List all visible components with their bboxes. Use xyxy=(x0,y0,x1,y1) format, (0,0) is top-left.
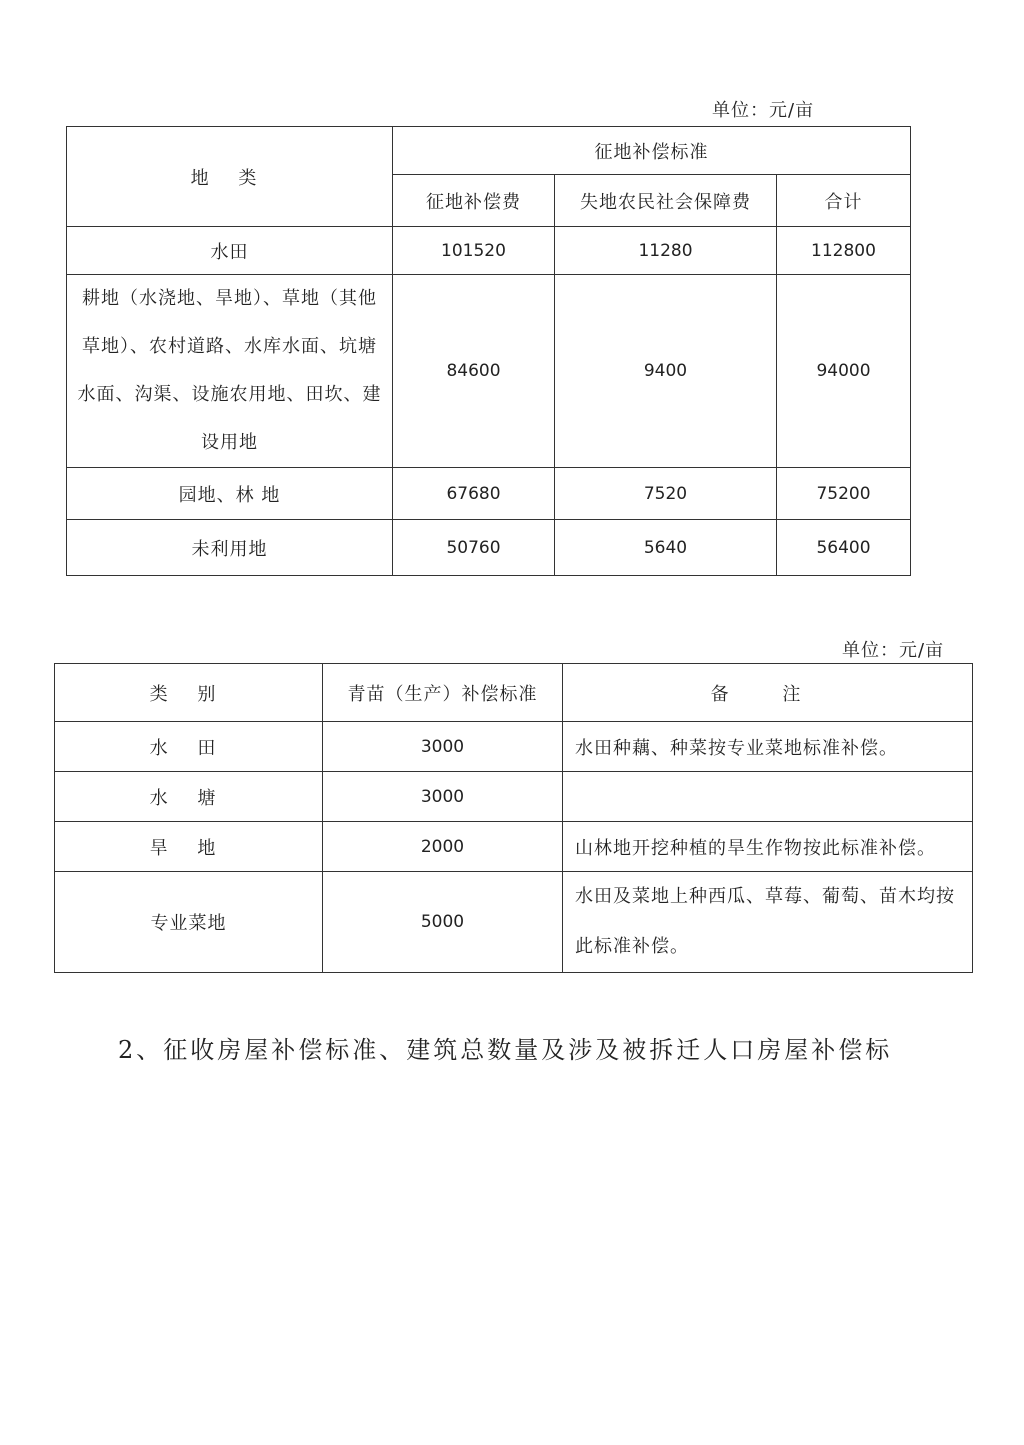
security-cell: 11280 xyxy=(555,227,777,275)
table-row xyxy=(55,722,973,772)
standard-cell: 2000 xyxy=(323,822,563,872)
header-compensation-standard: 征地补偿标准 xyxy=(393,127,911,175)
land-type-cell: 园地、林 地 xyxy=(67,468,393,520)
header-category: 类 别 xyxy=(55,664,323,722)
fee-cell: 101520 xyxy=(393,227,555,275)
total-cell: 112800 xyxy=(777,227,911,275)
header-col-security: 失地农民社会保障费 xyxy=(555,175,777,227)
category-cell: 旱 地 xyxy=(55,822,323,872)
table-row xyxy=(55,872,973,973)
total-cell: 94000 xyxy=(777,275,911,468)
table-row xyxy=(67,227,911,275)
total-cell: 75200 xyxy=(777,468,911,520)
unit-label-2: 单位：元/亩 xyxy=(842,640,945,661)
table-row xyxy=(67,520,911,576)
standard-cell: 5000 xyxy=(323,872,563,973)
note-cell: 山林地开挖种植的旱生作物按此标准补偿。 xyxy=(563,822,973,872)
table-row xyxy=(67,468,911,520)
land-compensation-table xyxy=(66,126,911,576)
header-note: 备 注 xyxy=(563,664,973,722)
unit-label-1: 单位：元/亩 xyxy=(712,100,815,121)
note-cell xyxy=(563,772,973,822)
standard-cell: 3000 xyxy=(323,772,563,822)
note-cell: 水田种藕、种菜按专业菜地标准补偿。 xyxy=(563,722,973,772)
crop-compensation-table xyxy=(54,663,973,973)
fee-cell: 67680 xyxy=(393,468,555,520)
security-cell: 5640 xyxy=(555,520,777,576)
standard-cell: 3000 xyxy=(323,722,563,772)
note-cell: 水田及菜地上种西瓜、草莓、葡萄、苗木均按此标准补偿。 xyxy=(563,872,973,973)
fee-cell: 50760 xyxy=(393,520,555,576)
category-cell: 水 田 xyxy=(55,722,323,772)
land-type-cell: 水田 xyxy=(67,227,393,275)
table-row xyxy=(67,275,911,468)
header-col-fee: 征地补偿费 xyxy=(393,175,555,227)
table-row xyxy=(55,772,973,822)
header-land-type: 地 类 xyxy=(67,127,393,227)
section-heading: 2、征收房屋补偿标准、建筑总数量及涉及被拆迁人口房屋补偿标 xyxy=(118,1036,893,1064)
land-type-cell: 未利用地 xyxy=(67,520,393,576)
category-cell: 专业菜地 xyxy=(55,872,323,973)
fee-cell: 84600 xyxy=(393,275,555,468)
total-cell: 56400 xyxy=(777,520,911,576)
table-row xyxy=(55,822,973,872)
header-col-total: 合计 xyxy=(777,175,911,227)
land-type-cell: 耕地（水浇地、旱地）、草地（其他草地）、农村道路、水库水面、坑塘水面、沟渠、设施农用地、田坎、建设用地 xyxy=(67,275,393,468)
security-cell: 7520 xyxy=(555,468,777,520)
security-cell: 9400 xyxy=(555,275,777,468)
category-cell: 水 塘 xyxy=(55,772,323,822)
header-crop-standard: 青苗（生产）补偿标准 xyxy=(323,664,563,722)
